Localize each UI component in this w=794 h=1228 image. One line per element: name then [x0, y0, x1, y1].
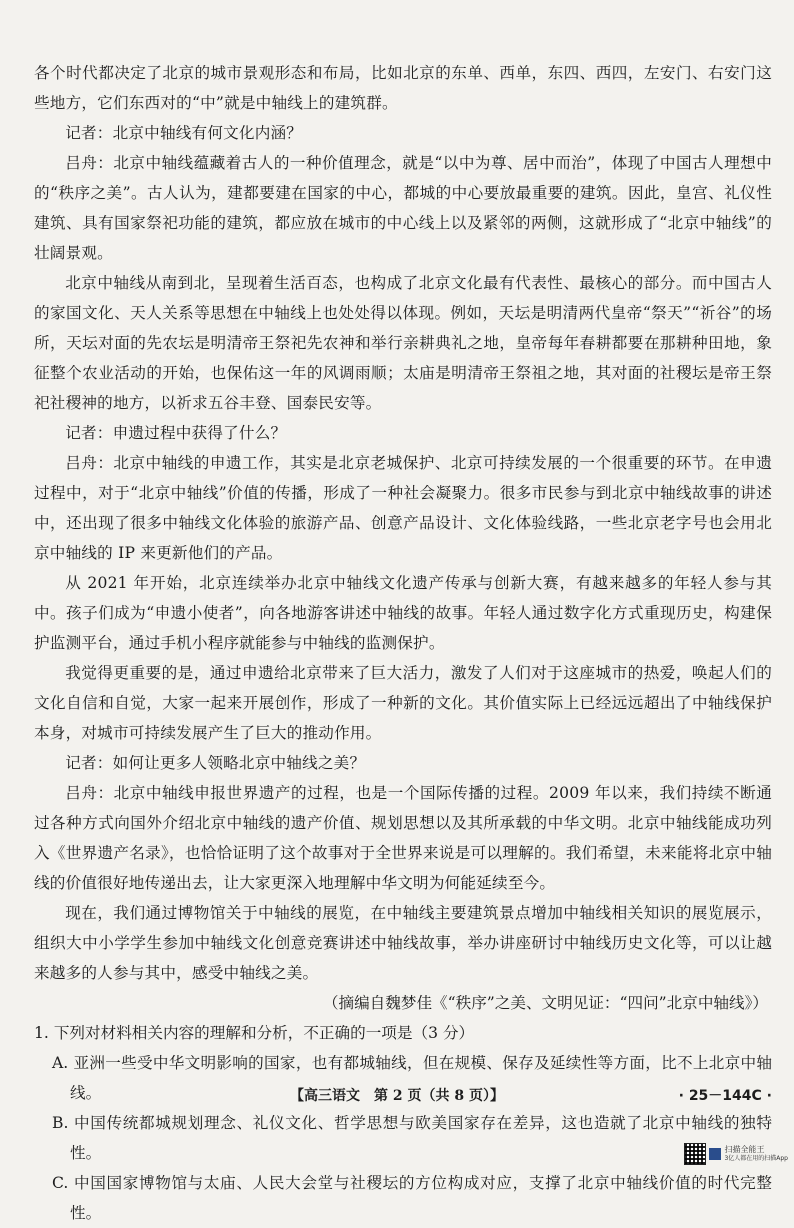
footer-page-label: 【高三语文 第 2 页（共 8 页）】 — [290, 1088, 504, 1104]
scanner-logo-icon — [709, 1148, 721, 1160]
article-paragraph: 吕舟：北京中轴线的申遗工作，其实是北京老城保护、北京可持续发展的一个很重要的环节。在申遗过程中，对于“北京中轴线”价值的传播，形成了一种社会凝聚力。很多市民参与到北京中轴线故事的讲述中，还出现了很多中轴线文化体验的旅游产品、创意产品设计、文化体验线路，一些北京老字号也会用北京中轴线的 IP 来更新他们的产品。 — [34, 454, 772, 562]
article-source: （摘编自魏梦佳《“秩序”之美、文明见证：“四问”北京中轴线》） — [322, 994, 768, 1012]
article-paragraph: 吕舟：北京中轴线蕴藏着古人的一种价值理念，就是“以中为尊、居中而治”，体现了中国古人理想中的“秩序之美”。古人认为，建都要建在国家的中心，都城的中心要放最重要的建筑。因此，皇宫、礼仪性建筑、具有国家祭祀功能的建筑，都应放在城市的中心线上以及紧邻的两侧，这就形成了“北京中轴线”的壮阔景观。 — [34, 154, 772, 262]
article-paragraph: 吕舟：北京中轴线申报世界遗产的过程，也是一个国际传播的过程。2009 年以来，我们持续不断通过各种方式向国外介绍北京中轴线的遗产价值、规划思想以及其所承载的中华文明。北京中轴线能成功列入《世界遗产名录》，也恰恰证明了这个故事对于全世界来说是可以理解的。我们希望，未来能将北京中轴线的价值很好地传递出去，让大家更深入地理解中华文明为何能延续至今。 — [34, 784, 772, 892]
article-paragraph: 各个时代都决定了北京的城市景观形态和布局，比如北京的东单、西单，东四、西四，左安门、右安门这些地方，它们东西对的“中”就是中轴线上的建筑群。 — [34, 64, 772, 112]
scanner-watermark — [684, 1143, 788, 1165]
article-body — [34, 58, 772, 988]
option-b: B. 中国传统都城规划理念、礼仪文化、哲学思想与欧美国家存在差异，这也造就了北京中轴线的独特性。 — [52, 1114, 772, 1162]
option-a: A. 亚洲一些受中华文明影响的国家，也有都城轴线，但在规模、保存及延续性等方面，比不上北京中轴线。 — [52, 1054, 772, 1102]
scanner-brand-name: 扫描全能王 — [724, 1145, 765, 1154]
scanner-brand — [724, 1145, 788, 1163]
article-paragraph: 记者：申遗过程中获得了什么？ — [65, 424, 287, 442]
article-paragraph: 记者：北京中轴线有何文化内涵？ — [65, 124, 303, 142]
article-paragraph: 记者：如何让更多人领略北京中轴线之美？ — [65, 754, 366, 772]
option-c: C. 中国国家博物馆与太庙、人民大会堂与社稷坛的方位构成对应，支撑了北京中轴线价值的时代完整性。 — [52, 1174, 772, 1222]
article-paragraph: 我觉得更重要的是，通过申遗给北京带来了巨大活力，激发了人们对于这座城市的热爱，唤起人们的文化自信和自觉，大家一起来开展创作，形成了一种新的文化。其价值实际上已经远远超出了中轴线保护本身，对城市可持续发展产生了巨大的推动作用。 — [34, 664, 772, 742]
article-paragraph: 北京中轴线从南到北，呈现着生活百态，也构成了北京文化最有代表性、最核心的部分。而中国古人的家国文化、天人关系等思想在中轴线上也处处得以体现。例如，天坛是明清两代皇帝“祭天”“祈谷”的场所，天坛对面的先农坛是明清帝王祭祀先农神和举行亲耕典礼之地，皇帝每年春耕都要在那耕种田地，象征整个农业活动的开始，也保佑这一年的风调雨顺；太庙是明清帝王祭祖之地，其对面的社稷坛是帝王祭祀社稷神的地方，以祈求五谷丰登、国泰民安等。 — [34, 274, 772, 412]
question-1 — [34, 1018, 772, 1228]
footer-exam-code: · 25－144C · — [678, 1088, 772, 1104]
question-stem: 1. 下列对材料相关内容的理解和分析，不正确的一项是（3 分） — [34, 1024, 475, 1042]
qr-code-icon — [684, 1143, 706, 1165]
article-paragraph: 从 2021 年开始，北京连续举办北京中轴线文化遗产传承与创新大赛，有越来越多的年轻人参与其中。孩子们成为“申遗小使者”，向各地游客讲述中轴线的故事。年轻人通过数字化方式重现历史，构建保护监测平台，通过手机小程序就能参与中轴线的监测保护。 — [34, 574, 772, 652]
scanner-brand-slogan: 3亿人都在用的扫描App — [724, 1155, 788, 1162]
article-paragraph: 现在，我们通过博物馆关于中轴线的展览，在中轴线主要建筑景点增加中轴线相关知识的展览展示，组织大中小学学生参加中轴线文化创意竞赛讲述中轴线故事，举办讲座研讨中轴线历史文化等，可以让越来越多的人参与其中，感受中轴线之美。 — [34, 904, 772, 982]
page-footer — [0, 1085, 794, 1109]
